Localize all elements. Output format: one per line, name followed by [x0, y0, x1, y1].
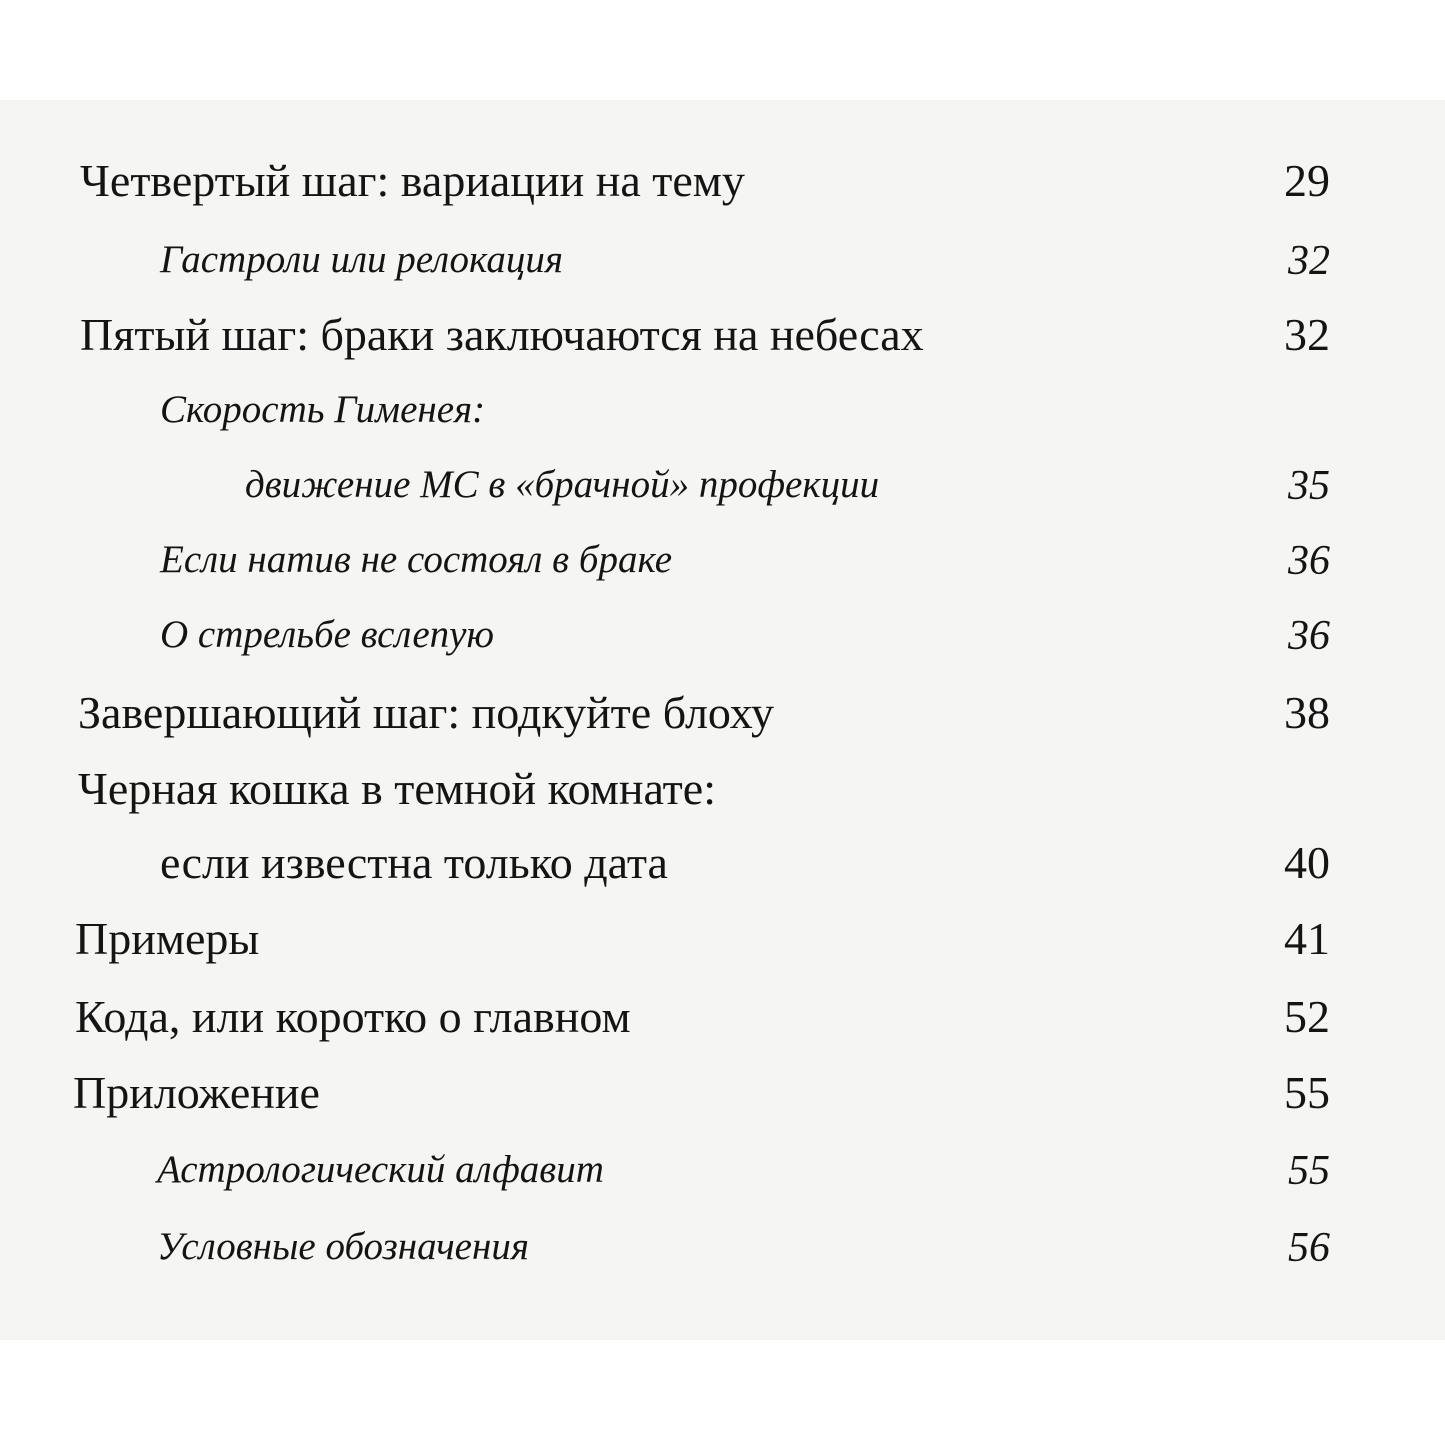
toc-entry — [0, 763, 1445, 836]
toc-entry-title: Условные обозначения — [157, 1225, 529, 1268]
toc-subentry — [0, 465, 1445, 535]
toc-entry-page: 36 — [1288, 613, 1330, 659]
toc-entry — [0, 309, 1445, 382]
toc-entry-page: 35 — [1288, 463, 1330, 509]
toc-entry-title: движение МС в «брачной» профекции — [245, 463, 880, 506]
toc-entry-page: 41 — [1284, 913, 1330, 964]
toc-entry-title: Приложение — [73, 1067, 320, 1118]
toc-entry — [0, 837, 1445, 910]
toc-subentry — [0, 1227, 1445, 1297]
toc-entry-page: 32 — [1284, 309, 1330, 360]
toc-entry-page: 55 — [1288, 1148, 1330, 1194]
toc-entry-title: О стрельбе вслепую — [160, 613, 494, 656]
toc-entry-page: 36 — [1288, 538, 1330, 584]
toc-subentry — [0, 240, 1445, 310]
toc-entry-page: 56 — [1288, 1225, 1330, 1271]
toc-entry-title: Гастроли или релокация — [160, 238, 563, 281]
toc-entry-title: Примеры — [75, 913, 260, 964]
toc-entry-page: 32 — [1288, 238, 1330, 284]
toc-subentry — [0, 1150, 1445, 1220]
toc-entry-title: если известна только дата — [160, 837, 668, 888]
toc-entry-title: Если натив не состоял в браке — [160, 538, 673, 581]
toc-entry — [0, 155, 1445, 228]
toc-entry-title: Пятый шаг: браки заключаются на небесах — [80, 309, 924, 360]
toc-subentry — [0, 540, 1445, 610]
toc-entry-title: Скорость Гименея: — [160, 388, 486, 431]
toc-subentry — [0, 615, 1445, 685]
toc-entry-title: Завершающий шаг: подкуйте блоху — [78, 687, 775, 738]
toc-entry — [0, 913, 1445, 986]
toc-entry-title: Черная кошка в темной комнате: — [78, 763, 716, 814]
toc-entry-page: 52 — [1284, 991, 1330, 1042]
toc-entry-page: 38 — [1284, 687, 1330, 738]
toc-entry-page: 40 — [1284, 837, 1330, 888]
toc-entry-title: Кода, или коротко о главном — [75, 991, 631, 1042]
toc-entry — [0, 1067, 1445, 1140]
book-page — [0, 100, 1445, 1340]
toc-entry-title: Четвертый шаг: вариации на тему — [80, 155, 745, 206]
toc-entry-title: Астрологический алфавит — [157, 1148, 604, 1191]
toc-entry-page: 29 — [1284, 155, 1330, 206]
toc-entry — [0, 991, 1445, 1064]
toc-entry-page: 55 — [1284, 1067, 1330, 1118]
toc-entry — [0, 687, 1445, 760]
toc-subentry — [0, 390, 1445, 460]
